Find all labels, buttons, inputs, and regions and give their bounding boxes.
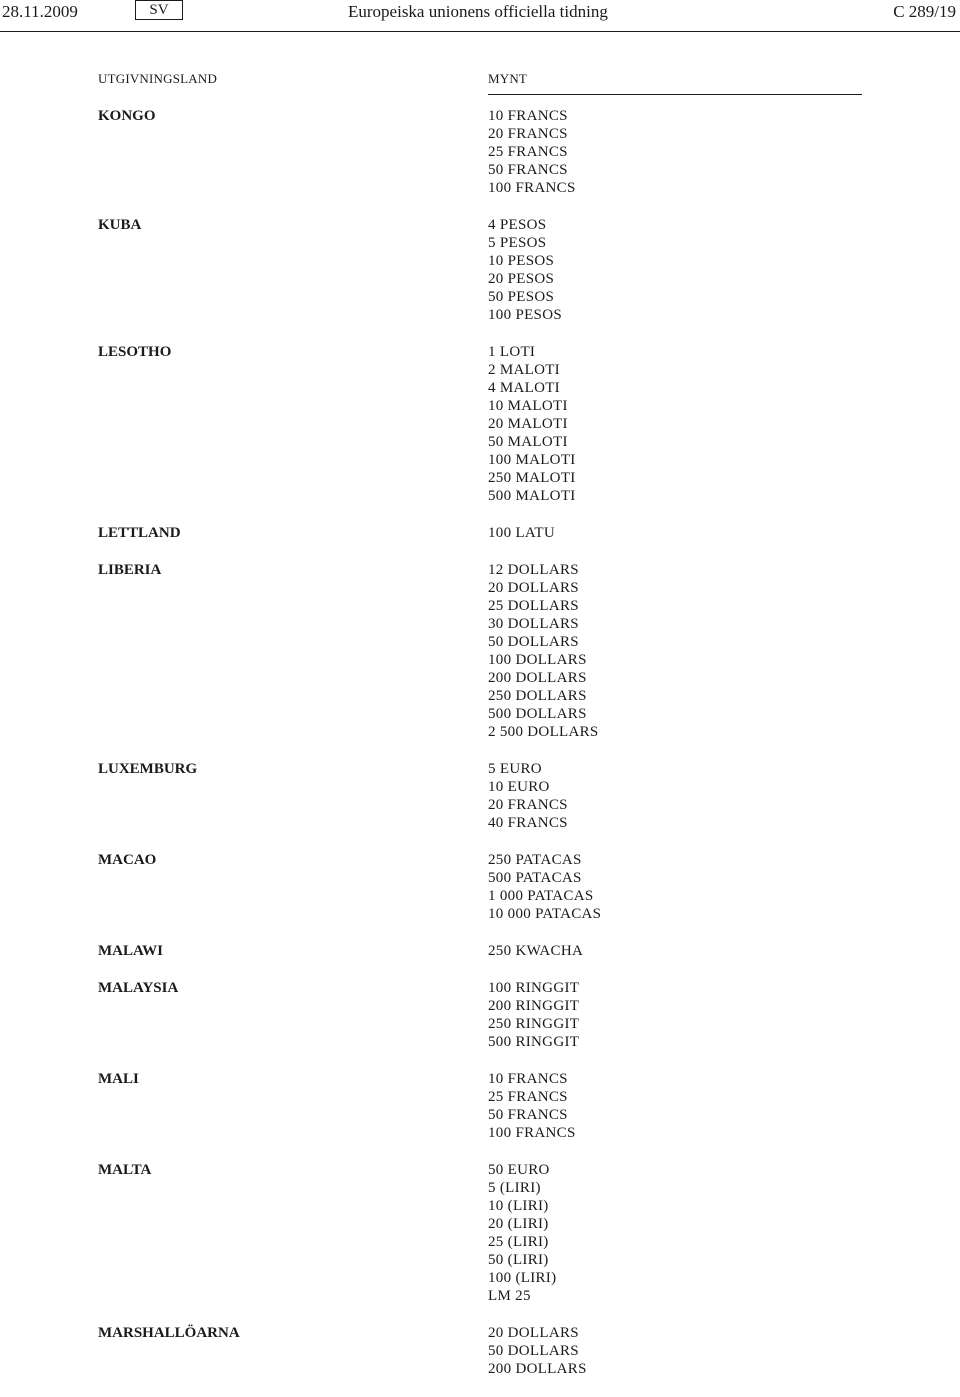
coin-denomination: 2 MALOTI bbox=[488, 362, 560, 378]
table-row bbox=[0, 524, 960, 542]
header-divider bbox=[0, 31, 960, 32]
coin-denomination: 25 FRANCS bbox=[488, 144, 568, 160]
coin-list bbox=[488, 760, 960, 832]
coin-denomination: 100 (LIRI) bbox=[488, 1270, 557, 1286]
country-name: KONGO bbox=[98, 108, 156, 124]
coin-list bbox=[488, 1070, 960, 1142]
coin-denomination: LM 25 bbox=[488, 1288, 531, 1304]
coin-list bbox=[488, 561, 960, 741]
page-header bbox=[0, 0, 960, 32]
coin-denomination: 25 DOLLARS bbox=[488, 598, 579, 614]
coin-denomination: 100 MALOTI bbox=[488, 452, 576, 468]
coin-denomination: 100 RINGGIT bbox=[488, 980, 580, 996]
column-header-coin: MYNT bbox=[488, 71, 528, 86]
publication-date: 28.11.2009 bbox=[2, 2, 78, 21]
coin-list bbox=[488, 107, 960, 197]
coin-denomination: 250 DOLLARS bbox=[488, 688, 587, 704]
table-row bbox=[0, 1324, 960, 1378]
country-name: MALAWI bbox=[98, 943, 164, 959]
coin-denomination: 250 RINGGIT bbox=[488, 1016, 580, 1032]
coin-denomination: 500 RINGGIT bbox=[488, 1034, 580, 1050]
coin-denomination: 50 EURO bbox=[488, 1162, 550, 1178]
coin-denomination: 500 DOLLARS bbox=[488, 706, 587, 722]
coin-list bbox=[488, 942, 960, 960]
coin-denomination: 20 FRANCS bbox=[488, 797, 568, 813]
coin-denomination: 50 FRANCS bbox=[488, 162, 568, 178]
coin-denomination: 200 RINGGIT bbox=[488, 998, 580, 1014]
coin-denomination: 2 500 DOLLARS bbox=[488, 724, 599, 740]
journal-title: Europeiska unionens officiella tidning bbox=[348, 2, 608, 21]
coin-denomination: 100 LATU bbox=[488, 525, 555, 541]
coin-denomination: 4 PESOS bbox=[488, 217, 547, 233]
coin-denomination: 20 DOLLARS bbox=[488, 580, 579, 596]
country-name: LIBERIA bbox=[98, 562, 162, 578]
country-name: LESOTHO bbox=[98, 344, 172, 360]
table-row bbox=[0, 343, 960, 505]
coin-denomination: 5 (LIRI) bbox=[488, 1180, 541, 1196]
coin-denomination: 50 MALOTI bbox=[488, 434, 568, 450]
coin-list bbox=[488, 1324, 960, 1378]
coin-denomination: 25 (LIRI) bbox=[488, 1234, 549, 1250]
coin-list bbox=[488, 1161, 960, 1305]
coin-denomination: 100 PESOS bbox=[488, 307, 562, 323]
table-row bbox=[0, 979, 960, 1051]
language-badge: SV bbox=[135, 0, 183, 20]
coin-denomination: 20 FRANCS bbox=[488, 126, 568, 142]
coin-denomination: 500 MALOTI bbox=[488, 488, 576, 504]
country-name: KUBA bbox=[98, 217, 142, 233]
table-row bbox=[0, 107, 960, 197]
country-name: MALTA bbox=[98, 1162, 152, 1178]
coin-denomination: 20 MALOTI bbox=[488, 416, 568, 432]
table-row bbox=[0, 851, 960, 923]
coin-denomination: 50 PESOS bbox=[488, 289, 555, 305]
page-number: C 289/19 bbox=[893, 2, 956, 21]
coin-denomination: 12 DOLLARS bbox=[488, 562, 579, 578]
coin-denomination: 30 DOLLARS bbox=[488, 616, 579, 632]
coin-denomination: 20 PESOS bbox=[488, 271, 555, 287]
coin-list bbox=[488, 524, 960, 542]
coin-denomination: 5 EURO bbox=[488, 761, 542, 777]
coin-denomination: 10 FRANCS bbox=[488, 108, 568, 124]
coin-denomination: 20 (LIRI) bbox=[488, 1216, 549, 1232]
coin-denomination: 10 PESOS bbox=[488, 253, 555, 269]
coin-denomination: 10 (LIRI) bbox=[488, 1198, 549, 1214]
country-name: LETTLAND bbox=[98, 525, 181, 541]
coin-denomination: 50 (LIRI) bbox=[488, 1252, 549, 1268]
table-row bbox=[0, 216, 960, 324]
coin-denomination: 40 FRANCS bbox=[488, 815, 568, 831]
coin-denomination: 10 000 PATACAS bbox=[488, 906, 602, 922]
coin-denomination: 250 PATACAS bbox=[488, 852, 582, 868]
table-row bbox=[0, 760, 960, 832]
column-header-divider bbox=[488, 94, 862, 95]
coin-denomination: 1 LOTI bbox=[488, 344, 536, 360]
table-row bbox=[0, 1161, 960, 1305]
coin-denomination: 10 EURO bbox=[488, 779, 550, 795]
coin-denomination: 250 MALOTI bbox=[488, 470, 576, 486]
coin-denomination: 10 MALOTI bbox=[488, 398, 568, 414]
column-header-country: UTGIVNINGSLAND bbox=[98, 71, 218, 86]
coin-denomination: 100 FRANCS bbox=[488, 1125, 576, 1141]
country-name: MACAO bbox=[98, 852, 157, 868]
coin-list bbox=[488, 979, 960, 1051]
coin-denomination: 250 KWACHA bbox=[488, 943, 584, 959]
country-name: LUXEMBURG bbox=[98, 761, 198, 777]
coin-denomination: 200 DOLLARS bbox=[488, 1361, 587, 1377]
table-row bbox=[0, 942, 960, 960]
coin-denomination: 50 DOLLARS bbox=[488, 1343, 579, 1359]
coin-denomination: 100 FRANCS bbox=[488, 180, 576, 196]
coin-denomination: 4 MALOTI bbox=[488, 380, 560, 396]
coin-denomination: 5 PESOS bbox=[488, 235, 547, 251]
coin-list bbox=[488, 851, 960, 923]
country-name: MALAYSIA bbox=[98, 980, 179, 996]
coin-denomination: 1 000 PATACAS bbox=[488, 888, 594, 904]
coin-denomination: 20 DOLLARS bbox=[488, 1325, 579, 1341]
coin-list bbox=[488, 343, 960, 505]
coin-denomination: 50 DOLLARS bbox=[488, 634, 579, 650]
coin-denomination: 25 FRANCS bbox=[488, 1089, 568, 1105]
coin-denomination: 100 DOLLARS bbox=[488, 652, 587, 668]
table-row bbox=[0, 1070, 960, 1142]
country-name: MALI bbox=[98, 1071, 139, 1087]
coin-table bbox=[0, 107, 960, 1397]
coin-list bbox=[488, 216, 960, 324]
coin-denomination: 500 PATACAS bbox=[488, 870, 582, 886]
coin-denomination: 200 DOLLARS bbox=[488, 670, 587, 686]
coin-denomination: 50 FRANCS bbox=[488, 1107, 568, 1123]
table-row bbox=[0, 561, 960, 741]
country-name: MARSHALLÖARNA bbox=[98, 1325, 240, 1341]
coin-denomination: 10 FRANCS bbox=[488, 1071, 568, 1087]
